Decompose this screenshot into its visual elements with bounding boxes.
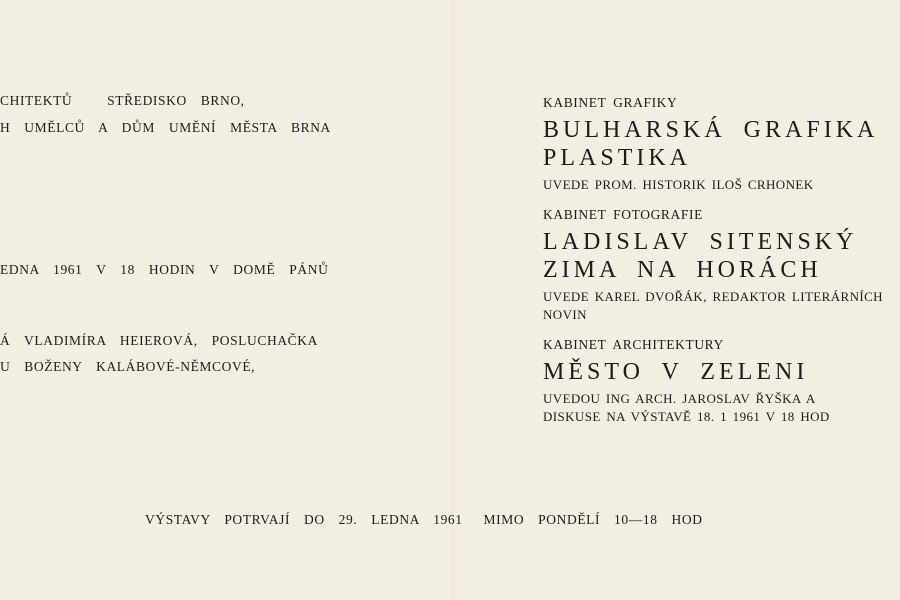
- section-heading-architektury: KABINET ARCHITEKTURY: [543, 337, 724, 352]
- right-panel: [543, 94, 888, 438]
- opening-date-line: EDNA 1961 V 18 HODIN V DOMĚ PÁNŮ: [0, 262, 329, 277]
- section-grafiky: [543, 94, 888, 194]
- exhibition-title: LADISLAV SITENSKÝ: [543, 229, 858, 255]
- performer-line-2: U BOŽENY KALÁBOVÉ-NĚMCOVÉ,: [0, 359, 256, 374]
- exhibition-note: UVEDE PROM. HISTORIK ILOŠ CRHONEK: [543, 177, 814, 192]
- section-architektury: [543, 336, 888, 426]
- page-fold: [452, 0, 453, 600]
- section-heading-fotografie: KABINET FOTOGRAFIE: [543, 207, 703, 222]
- performer-line-1: Á VLADIMÍRA HEIEROVÁ, POSLUCHAČKA: [0, 333, 318, 348]
- exhibition-note: UVEDE KAREL DVOŘÁK, REDAKTOR LITERÁRNÍCH NOVIN: [543, 289, 883, 322]
- exhibition-title: ZIMA NA HORÁCH: [543, 257, 822, 283]
- section-heading-grafiky: KABINET GRAFIKY: [543, 95, 678, 110]
- exhibition-note: DISKUSE NA VÝSTAVĚ 18. 1 1961 V 18 HOD: [543, 409, 830, 424]
- footer-hours: VÝSTAVY POTRVAJÍ DO 29. LEDNA 1961 MIMO PONDĚLÍ 10—18 HOD: [145, 512, 703, 527]
- section-fotografie: [543, 206, 888, 324]
- exhibition-title: MĚSTO V ZELENI: [543, 359, 809, 385]
- exhibition-title: PLASTIKA: [543, 145, 692, 171]
- organizers-line-1: CHITEKTŮ STŘEDISKO BRNO,: [0, 93, 245, 108]
- exhibition-note: UVEDOU ING ARCH. JAROSLAV ŘYŠKA A: [543, 391, 816, 406]
- exhibition-title: BULHARSKÁ GRAFIKA: [543, 117, 879, 143]
- organizers-line-2: H UMĚLCŮ A DŮM UMĚNÍ MĚSTA BRNA: [0, 120, 331, 135]
